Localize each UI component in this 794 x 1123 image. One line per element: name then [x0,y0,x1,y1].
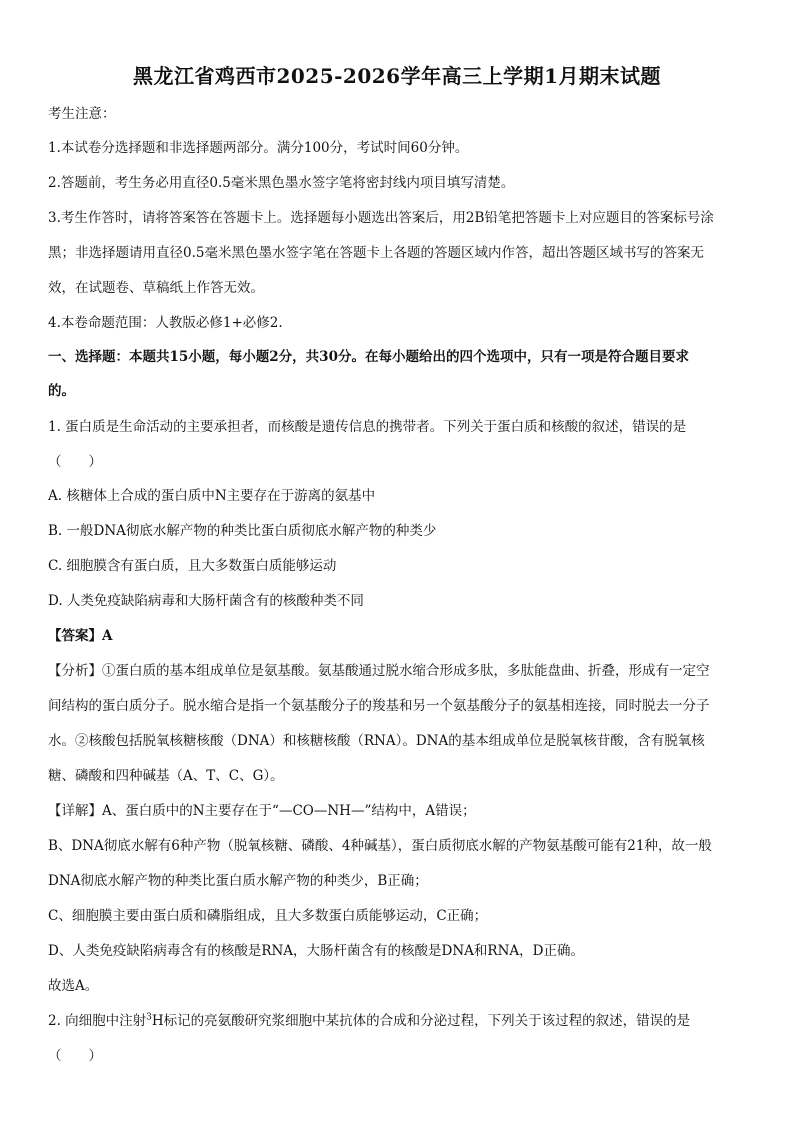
notice-item: 3.考生作答时，请将答案答在答题卡上。选择题每小题选出答案后，用2B铅笔把答题卡上对应题目的答案标号涂 [48,210,714,226]
question-1-option-a: A. 核糖体上合成的蛋白质中N主要存在于游离的氨基中 [48,488,376,504]
question-1-detail: C、细胞膜主要由蛋白质和磷脂组成，且大多数蛋白质能够运动，C正确； [48,908,488,924]
notice-item: 2.答题前，考生务必用直径0.5毫米黑色墨水签字笔将密封线内项目填写清楚。 [48,175,515,191]
section-heading-cont: 的。 [48,383,75,399]
question-1-answer: 【答案】A [48,628,113,644]
question-1-option-d: D. 人类免疫缺陷病毒和大肠杆菌含有的核酸种类不同 [48,593,364,609]
question-1-bracket: （ ） [48,454,102,470]
question-1-analysis: 糖、磷酸和四种碱基（A、T、C、G）。 [48,768,284,784]
question-1-analysis: 水。②核酸包括脱氧核糖核酸（DNA）和核糖核酸（RNA）。DNA的基本组成单位是脱氧核苷酸，含有脱氧核 [48,733,705,749]
question-1-stem: 1. 蛋白质是生命活动的主要承担者，而核酸是遗传信息的携带者。下列关于蛋白质和核酸的叙述，错误的是 [48,419,687,435]
question-1-analysis: 【分析】①蛋白质的基本组成单位是氨基酸。氨基酸通过脱水缩合形成多肽，多肽能盘曲、折叠，形成有一定空 [48,663,710,679]
section-heading: 一、选择题：本题共15小题，每小题2分，共30分。在每小题给出的四个选项中，只有一项是符合题目要求 [48,349,689,365]
notice-item: 效，在试题卷、草稿纸上作答无效。 [48,280,264,296]
question-1-conclusion: 故选A。 [48,978,99,994]
page-title: 黑龙江省鸡西市2025-2026学年高三上学期1月期末试题 [132,64,662,88]
notice-heading: 考生注意： [48,106,116,122]
question-2-stem-start: 2. 向细胞中注射 [48,1013,147,1029]
notice-item: 4.本卷命题范围：人教版必修1+必修2. [48,315,283,331]
question-2-bracket: （ ） [48,1048,102,1064]
question-1-detail: DNA彻底水解产物的种类比蛋白质水解产物的种类少，B正确； [48,873,428,889]
question-1-detail: B、DNA彻底水解有6种产物（脱氧核糖、磷酸、4种碱基），蛋白质彻底水解的产物氨基酸可能有21种，故一般 [48,838,712,854]
question-2-stem [48,1011,752,1031]
question-1-option-b: B. 一般DNA彻底水解产物的种类比蛋白质彻底水解产物的种类少 [48,523,437,539]
question-1-detail: D、人类免疫缺陷病毒含有的核酸是RNA，大肠杆菌含有的核酸是DNA和RNA，D正确。 [48,943,584,959]
notice-item: 1.本试卷分选择题和非选择题两部分。满分100分，考试时间60分钟。 [48,140,469,156]
question-2-stem-end: H标记的亮氨酸研究浆细胞中某抗体的合成和分泌过程，下列关于该过程的叙述，错误的是 [151,1013,691,1029]
question-1-analysis: 间结构的蛋白质分子。脱水缩合是指一个氨基酸分子的羧基和另一个氨基酸分子的氨基相连接，同时脱去一分子 [48,698,710,714]
question-1-detail: 【详解】A、蛋白质中的N主要存在于“—CO—NH—”结构中，A错误； [48,803,476,819]
superscript: 3 [146,1012,152,1023]
notice-item: 黑；非选择题请用直径0.5毫米黑色墨水签字笔在答题卡上各题的答题区域内作答，超出答题区域书写的答案无 [48,245,704,261]
question-1-option-c: C. 细胞膜含有蛋白质，且大多数蛋白质能够运动 [48,558,337,574]
